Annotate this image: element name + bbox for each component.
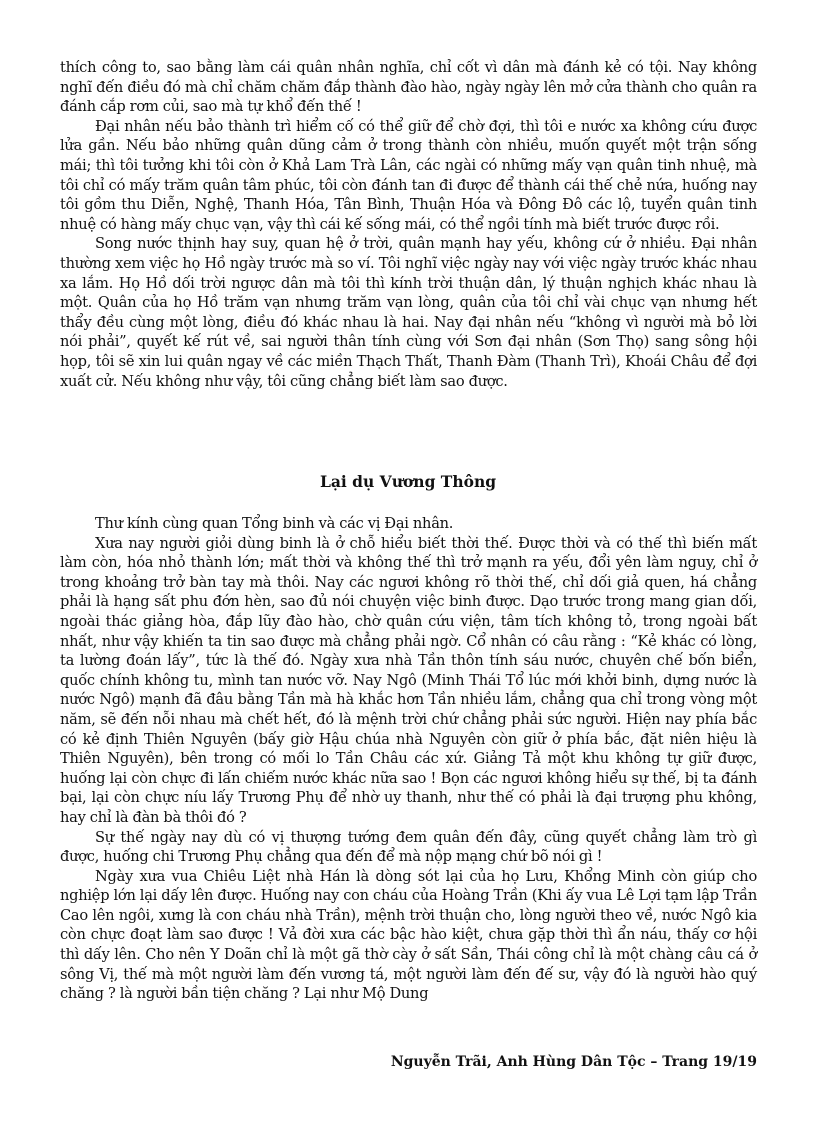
- paragraph: thích công to, sao bằng làm cái quân nhân nghĩa, chỉ cốt vì dân mà đánh kẻ có tội. Nay không nghĩ đến điều đó mà chỉ chăm chăm đắp thành đào hào, ngày ngày lên mở cửa thành cho quân ra đánh cắp rơm củi, sao mà tự khổ đến thế !: [60, 59, 757, 116]
- body-text-top: [60, 58, 757, 391]
- paragraph: Sự thế ngày nay dù có vị thượng tướng đem quân đến đây, cũng quyết chẳng làm trò gì được, huống chi Trương Phụ chẳng qua đến để mà nộp mạng chứ bõ nói gì !: [60, 828, 757, 866]
- paragraph: Song nước thịnh hay suy, quan hệ ở trời, quân mạnh hay yếu, không cứ ở nhiều. Đại nhân thường xem việc họ Hồ ngày trước mà so ví. Tôi nghĩ việc ngày nay với việc ngày trước khác nhau xa lắm. Họ Hồ dối trời ngược dân mà tôi thì kính trời thuận dân, lý thuận nghịch khác nhau là một. Quân của họ Hồ trăm vạn nhưng trăm vạn lòng, quân của tôi chỉ vài chục vạn nhưng hết thẩy đều cùng một lòng, điều đó khác nhau là hai. Nay đại nhân nếu “không vì người mà bỏ lời nói phải”, quyết kế rút về, sai người thân tính cùng với Sơn đại nhân (Sơn Thọ) sang sông hội họp, tôi sẽ xin lui quân ngay về các miền Thạch Thất, Thanh Đàm (Thanh Trì), Khoái Châu để đợi xuất cử. Nếu không như vậy, tôi cũng chẳng biết làm sao được.: [60, 235, 757, 390]
- paragraph: Xưa nay người giỏi dùng binh là ở chỗ hiểu biết thời thế. Được thời và có thế thì biến mất làm còn, hóa nhỏ thành lớn; mất thời và không thế thì trở mạnh ra yếu, đổi yên làm nguy, chỉ ở trong khoảng trở bàn tay mà thôi. Nay các ngươi không rõ thời thế, chỉ dối giả quen, há chẳng phải là hạng sất phu đớn hèn, sao đủ nói chuyện việc binh được. Dạo trước trong mang gian dối, ngoài thác giảng hòa, đắp lũy đào hào, chờ quân cứu viện, tâm tích không tỏ, trong ngoài bất nhất, như vậy khiến ta tin sao được mà chẳng phải ngờ. Cổ nhân có câu rằng : “Kẻ khác có lòng, ta lường đoán lấy”, tức là thế đó. Ngày xưa nhà Tần thôn tính sáu nước, chuyên chế bốn biển, quốc chính không tu, mình tan nước vỡ. Nay Ngô (Minh Thái Tổ lúc mới khởi binh, dựng nước là nước Ngô) mạnh đã đâu bằng Tần mà hà khắc hơn Tần nhiều lắm, chẳng qua chỉ trong vòng một năm, sẽ đến nỗi nhau mà chết hết, đó là mệnh trời chứ chẳng phải sức người. Hiện nay phía bắc có kẻ định Thiên Nguyên (bấy giờ Hậu chúa nhà Nguyên còn giữ ở phía bắc, đặt niên hiệu là Thiên Nguyên), bên trong có mối lo Tần Châu các xứ. Giảng Tả một khu không tự giữ được, huống lại còn chực đi lấn chiếm nước khác nữa sao ! Bọn các ngươi không hiểu sự thế, bị ta đánh bại, lại còn chực níu lấy Trương Phụ để nhờ uy thanh, như thế có phải là đại trượng phu không, hay chỉ là đàn bà thôi đó ?: [60, 534, 757, 826]
- paragraph: Thư kính cùng quan Tổng binh và các vị Đại nhân.: [95, 515, 454, 532]
- page-footer: Nguyễn Trãi, Anh Hùng Dân Tộc – Trang 19/19: [390, 1054, 757, 1070]
- section-title: Lại dụ Vương Thông: [319, 472, 497, 491]
- paragraph: Đại nhân nếu bảo thành trì hiểm cố có thể giữ để chờ đợi, thì tôi e nước xa không cứu được lửa gần. Nếu bảo những quân dũng cảm ở trong thành còn nhiều, muốn quyết một trận sống mái; thì tôi tưởng khi tôi còn ở Khả Lam Trà Lân, các ngài có những mấy vạn quân tinh nhuệ, mà tôi chỉ có mấy trăm quân tâm phúc, tôi còn đánh tan đi được để thành cái thế chẻ nứa, huống nay tôi gồm thu Diễn, Nghệ, Thanh Hóa, Tân Bình, Thuận Hóa và Đông Đô các lộ, tuyển quân tinh nhuệ có hàng mấy chục vạn, vậy thì cái kế sống mái, có thể ngồi tính mà biết trước được rồi.: [60, 117, 757, 233]
- body-text-bottom: [60, 514, 757, 1004]
- paragraph: Ngày xưa vua Chiêu Liệt nhà Hán là dòng sót lại của họ Lưu, Khổng Minh còn giúp cho nghiệp lớn lại dấy lên được. Huống nay con cháu của Hoàng Trần (Khi ấy vua Lê Lợi tạm lập Trần Cao lên ngôi, xưng là con cháu nhà Trần), mệnh trời thuận cho, lòng người theo về, nước Ngô kia còn chực đoạt làm sao được ! Vả đời xưa các bậc hào kiệt, chưa gặp thời thì ẩn náu, thấy cơ hội thì dấy lên. Cho nên Y Doãn chỉ là một gã thờ cày ở sất Sần, Thái công chỉ là một chàng câu cá ở sông Vị, thế mà một người làm đến vương tá, một người làm đến đế sư, vậy đó là người hào quý chăng ? là người bần tiện chăng ? Lại như Mộ Dung: [60, 867, 757, 1003]
